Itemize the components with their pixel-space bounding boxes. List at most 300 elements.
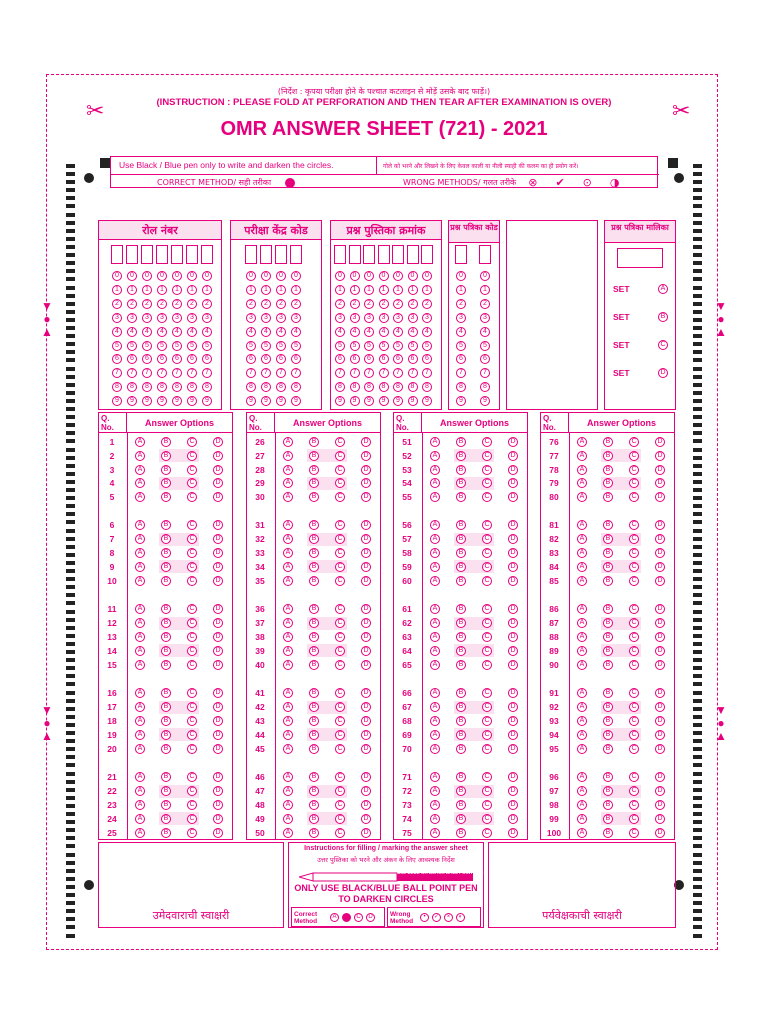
series-input[interactable] xyxy=(617,248,663,268)
q7-option-d-bubble[interactable]: D xyxy=(213,534,223,544)
digit-bubble-9[interactable]: 9 xyxy=(127,396,137,406)
q76-option-a-bubble[interactable]: A xyxy=(577,437,587,447)
q5-option-b-bubble[interactable]: B xyxy=(161,492,171,502)
q21-option-b-bubble[interactable]: B xyxy=(161,772,171,782)
q44-option-a-bubble[interactable]: A xyxy=(283,730,293,740)
q39-option-d-bubble[interactable]: D xyxy=(361,646,371,656)
q90-option-c-bubble[interactable]: C xyxy=(629,660,639,670)
q40-option-b-bubble[interactable]: B xyxy=(309,660,319,670)
q26-option-a-bubble[interactable]: A xyxy=(283,437,293,447)
digit-bubble-8[interactable]: 8 xyxy=(172,382,182,392)
digit-bubble-9[interactable]: 9 xyxy=(393,396,403,406)
q100-option-c-bubble[interactable]: C xyxy=(629,828,639,838)
digit-bubble-8[interactable]: 8 xyxy=(142,382,152,392)
digit-bubble-8[interactable]: 8 xyxy=(456,382,466,392)
q93-option-c-bubble[interactable]: C xyxy=(629,716,639,726)
q29-option-d-bubble[interactable]: D xyxy=(361,478,371,488)
q27-option-d-bubble[interactable]: D xyxy=(361,451,371,461)
q19-option-b-bubble[interactable]: B xyxy=(161,730,171,740)
digit-bubble-3[interactable]: 3 xyxy=(480,313,490,323)
q8-option-c-bubble[interactable]: C xyxy=(187,548,197,558)
digit-bubble-3[interactable]: 3 xyxy=(379,313,389,323)
q78-option-c-bubble[interactable]: C xyxy=(629,465,639,475)
q38-option-b-bubble[interactable]: B xyxy=(309,632,319,642)
q61-option-a-bubble[interactable]: A xyxy=(430,604,440,614)
q12-option-b-bubble[interactable]: B xyxy=(161,618,171,628)
q87-option-c-bubble[interactable]: C xyxy=(629,618,639,628)
q9-option-b-bubble[interactable]: B xyxy=(161,562,171,572)
q41-option-b-bubble[interactable]: B xyxy=(309,688,319,698)
q27-option-b-bubble[interactable]: B xyxy=(309,451,319,461)
q18-option-c-bubble[interactable]: C xyxy=(187,716,197,726)
digit-bubble-3[interactable]: 3 xyxy=(172,313,182,323)
q28-option-d-bubble[interactable]: D xyxy=(361,465,371,475)
digit-input-box[interactable] xyxy=(479,245,491,264)
digit-bubble-8[interactable]: 8 xyxy=(261,382,271,392)
q81-option-d-bubble[interactable]: D xyxy=(655,520,665,530)
digit-bubble-0[interactable]: 0 xyxy=(246,271,256,281)
digit-bubble-3[interactable]: 3 xyxy=(112,313,122,323)
q89-option-a-bubble[interactable]: A xyxy=(577,646,587,656)
q71-option-b-bubble[interactable]: B xyxy=(456,772,466,782)
q19-option-a-bubble[interactable]: A xyxy=(135,730,145,740)
digit-input-box[interactable] xyxy=(334,245,346,264)
q22-option-d-bubble[interactable]: D xyxy=(213,786,223,796)
q15-option-a-bubble[interactable]: A xyxy=(135,660,145,670)
q52-option-d-bubble[interactable]: D xyxy=(508,451,518,461)
digit-bubble-1[interactable]: 1 xyxy=(364,285,374,295)
digit-bubble-7[interactable]: 7 xyxy=(408,368,418,378)
q37-option-a-bubble[interactable]: A xyxy=(283,618,293,628)
digit-bubble-4[interactable]: 4 xyxy=(127,327,137,337)
q28-option-c-bubble[interactable]: C xyxy=(335,465,345,475)
q20-option-a-bubble[interactable]: A xyxy=(135,744,145,754)
q15-option-c-bubble[interactable]: C xyxy=(187,660,197,670)
q4-option-a-bubble[interactable]: A xyxy=(135,478,145,488)
q98-option-c-bubble[interactable]: C xyxy=(629,800,639,810)
set-option-a-bubble[interactable]: A xyxy=(658,284,668,294)
digit-bubble-5[interactable]: 5 xyxy=(393,341,403,351)
q45-option-c-bubble[interactable]: C xyxy=(335,744,345,754)
q27-option-c-bubble[interactable]: C xyxy=(335,451,345,461)
q20-option-b-bubble[interactable]: B xyxy=(161,744,171,754)
digit-bubble-8[interactable]: 8 xyxy=(291,382,301,392)
digit-bubble-1[interactable]: 1 xyxy=(456,285,466,295)
digit-bubble-9[interactable]: 9 xyxy=(350,396,360,406)
q2-option-a-bubble[interactable]: A xyxy=(135,451,145,461)
q73-option-c-bubble[interactable]: C xyxy=(482,800,492,810)
q39-option-b-bubble[interactable]: B xyxy=(309,646,319,656)
q5-option-c-bubble[interactable]: C xyxy=(187,492,197,502)
q62-option-c-bubble[interactable]: C xyxy=(482,618,492,628)
digit-bubble-4[interactable]: 4 xyxy=(408,327,418,337)
digit-bubble-4[interactable]: 4 xyxy=(142,327,152,337)
q67-option-d-bubble[interactable]: D xyxy=(508,702,518,712)
digit-bubble-2[interactable]: 2 xyxy=(379,299,389,309)
digit-bubble-7[interactable]: 7 xyxy=(261,368,271,378)
q5-option-d-bubble[interactable]: D xyxy=(213,492,223,502)
digit-bubble-5[interactable]: 5 xyxy=(187,341,197,351)
digit-bubble-1[interactable]: 1 xyxy=(142,285,152,295)
q51-option-d-bubble[interactable]: D xyxy=(508,437,518,447)
q74-option-c-bubble[interactable]: C xyxy=(482,814,492,824)
q79-option-a-bubble[interactable]: A xyxy=(577,478,587,488)
q70-option-a-bubble[interactable]: A xyxy=(430,744,440,754)
q21-option-c-bubble[interactable]: C xyxy=(187,772,197,782)
q87-option-d-bubble[interactable]: D xyxy=(655,618,665,628)
q72-option-c-bubble[interactable]: C xyxy=(482,786,492,796)
q40-option-a-bubble[interactable]: A xyxy=(283,660,293,670)
digit-bubble-4[interactable]: 4 xyxy=(350,327,360,337)
digit-bubble-2[interactable]: 2 xyxy=(172,299,182,309)
q1-option-c-bubble[interactable]: C xyxy=(187,437,197,447)
q21-option-d-bubble[interactable]: D xyxy=(213,772,223,782)
q23-option-d-bubble[interactable]: D xyxy=(213,800,223,810)
digit-bubble-6[interactable]: 6 xyxy=(261,354,271,364)
q20-option-d-bubble[interactable]: D xyxy=(213,744,223,754)
q50-option-d-bubble[interactable]: D xyxy=(361,828,371,838)
digit-bubble-7[interactable]: 7 xyxy=(350,368,360,378)
q58-option-b-bubble[interactable]: B xyxy=(456,548,466,558)
q70-option-b-bubble[interactable]: B xyxy=(456,744,466,754)
q14-option-b-bubble[interactable]: B xyxy=(161,646,171,656)
q52-option-b-bubble[interactable]: B xyxy=(456,451,466,461)
digit-bubble-1[interactable]: 1 xyxy=(393,285,403,295)
digit-bubble-9[interactable]: 9 xyxy=(335,396,345,406)
digit-bubble-7[interactable]: 7 xyxy=(422,368,432,378)
q4-option-d-bubble[interactable]: D xyxy=(213,478,223,488)
digit-bubble-4[interactable]: 4 xyxy=(379,327,389,337)
digit-bubble-5[interactable]: 5 xyxy=(480,341,490,351)
q56-option-a-bubble[interactable]: A xyxy=(430,520,440,530)
q13-option-a-bubble[interactable]: A xyxy=(135,632,145,642)
q78-option-a-bubble[interactable]: A xyxy=(577,465,587,475)
q34-option-a-bubble[interactable]: A xyxy=(283,562,293,572)
q26-option-d-bubble[interactable]: D xyxy=(361,437,371,447)
q84-option-a-bubble[interactable]: A xyxy=(577,562,587,572)
q70-option-c-bubble[interactable]: C xyxy=(482,744,492,754)
digit-bubble-2[interactable]: 2 xyxy=(456,299,466,309)
q58-option-c-bubble[interactable]: C xyxy=(482,548,492,558)
q88-option-d-bubble[interactable]: D xyxy=(655,632,665,642)
q13-option-b-bubble[interactable]: B xyxy=(161,632,171,642)
digit-bubble-7[interactable]: 7 xyxy=(276,368,286,378)
q17-option-d-bubble[interactable]: D xyxy=(213,702,223,712)
q32-option-a-bubble[interactable]: A xyxy=(283,534,293,544)
digit-bubble-6[interactable]: 6 xyxy=(246,354,256,364)
q24-option-b-bubble[interactable]: B xyxy=(161,814,171,824)
digit-bubble-5[interactable]: 5 xyxy=(422,341,432,351)
q85-option-a-bubble[interactable]: A xyxy=(577,576,587,586)
q45-option-d-bubble[interactable]: D xyxy=(361,744,371,754)
q29-option-b-bubble[interactable]: B xyxy=(309,478,319,488)
q33-option-b-bubble[interactable]: B xyxy=(309,548,319,558)
digit-bubble-6[interactable]: 6 xyxy=(456,354,466,364)
q22-option-a-bubble[interactable]: A xyxy=(135,786,145,796)
digit-bubble-6[interactable]: 6 xyxy=(335,354,345,364)
q42-option-a-bubble[interactable]: A xyxy=(283,702,293,712)
q31-option-a-bubble[interactable]: A xyxy=(283,520,293,530)
digit-bubble-9[interactable]: 9 xyxy=(291,396,301,406)
digit-bubble-6[interactable]: 6 xyxy=(291,354,301,364)
digit-bubble-5[interactable]: 5 xyxy=(364,341,374,351)
q28-option-b-bubble[interactable]: B xyxy=(309,465,319,475)
q12-option-c-bubble[interactable]: C xyxy=(187,618,197,628)
q85-option-c-bubble[interactable]: C xyxy=(629,576,639,586)
q52-option-c-bubble[interactable]: C xyxy=(482,451,492,461)
q77-option-d-bubble[interactable]: D xyxy=(655,451,665,461)
q99-option-b-bubble[interactable]: B xyxy=(603,814,613,824)
digit-bubble-1[interactable]: 1 xyxy=(172,285,182,295)
digit-bubble-1[interactable]: 1 xyxy=(112,285,122,295)
q27-option-a-bubble[interactable]: A xyxy=(283,451,293,461)
q43-option-c-bubble[interactable]: C xyxy=(335,716,345,726)
digit-bubble-7[interactable]: 7 xyxy=(157,368,167,378)
digit-bubble-2[interactable]: 2 xyxy=(335,299,345,309)
q54-option-c-bubble[interactable]: C xyxy=(482,478,492,488)
q86-option-b-bubble[interactable]: B xyxy=(603,604,613,614)
q51-option-c-bubble[interactable]: C xyxy=(482,437,492,447)
q23-option-c-bubble[interactable]: C xyxy=(187,800,197,810)
q75-option-a-bubble[interactable]: A xyxy=(430,828,440,838)
q94-option-d-bubble[interactable]: D xyxy=(655,730,665,740)
q59-option-a-bubble[interactable]: A xyxy=(430,562,440,572)
digit-bubble-6[interactable]: 6 xyxy=(408,354,418,364)
q28-option-a-bubble[interactable]: A xyxy=(283,465,293,475)
q12-option-d-bubble[interactable]: D xyxy=(213,618,223,628)
q74-option-a-bubble[interactable]: A xyxy=(430,814,440,824)
q60-option-b-bubble[interactable]: B xyxy=(456,576,466,586)
q49-option-d-bubble[interactable]: D xyxy=(361,814,371,824)
digit-bubble-0[interactable]: 0 xyxy=(112,271,122,281)
q58-option-a-bubble[interactable]: A xyxy=(430,548,440,558)
q57-option-b-bubble[interactable]: B xyxy=(456,534,466,544)
q13-option-c-bubble[interactable]: C xyxy=(187,632,197,642)
digit-bubble-9[interactable]: 9 xyxy=(246,396,256,406)
q16-option-c-bubble[interactable]: C xyxy=(187,688,197,698)
digit-bubble-7[interactable]: 7 xyxy=(142,368,152,378)
digit-bubble-3[interactable]: 3 xyxy=(350,313,360,323)
digit-bubble-2[interactable]: 2 xyxy=(157,299,167,309)
q7-option-c-bubble[interactable]: C xyxy=(187,534,197,544)
q44-option-d-bubble[interactable]: D xyxy=(361,730,371,740)
q24-option-c-bubble[interactable]: C xyxy=(187,814,197,824)
q91-option-c-bubble[interactable]: C xyxy=(629,688,639,698)
q33-option-d-bubble[interactable]: D xyxy=(361,548,371,558)
q25-option-a-bubble[interactable]: A xyxy=(135,828,145,838)
q68-option-c-bubble[interactable]: C xyxy=(482,716,492,726)
q75-option-c-bubble[interactable]: C xyxy=(482,828,492,838)
q46-option-b-bubble[interactable]: B xyxy=(309,772,319,782)
digit-bubble-7[interactable]: 7 xyxy=(393,368,403,378)
q43-option-a-bubble[interactable]: A xyxy=(283,716,293,726)
digit-bubble-0[interactable]: 0 xyxy=(172,271,182,281)
digit-bubble-9[interactable]: 9 xyxy=(142,396,152,406)
digit-bubble-0[interactable]: 0 xyxy=(422,271,432,281)
q57-option-d-bubble[interactable]: D xyxy=(508,534,518,544)
q40-option-d-bubble[interactable]: D xyxy=(361,660,371,670)
q34-option-c-bubble[interactable]: C xyxy=(335,562,345,572)
q15-option-d-bubble[interactable]: D xyxy=(213,660,223,670)
q8-option-d-bubble[interactable]: D xyxy=(213,548,223,558)
q46-option-c-bubble[interactable]: C xyxy=(335,772,345,782)
digit-bubble-3[interactable]: 3 xyxy=(187,313,197,323)
digit-bubble-8[interactable]: 8 xyxy=(127,382,137,392)
digit-bubble-1[interactable]: 1 xyxy=(335,285,345,295)
digit-bubble-9[interactable]: 9 xyxy=(408,396,418,406)
digit-bubble-2[interactable]: 2 xyxy=(246,299,256,309)
q39-option-a-bubble[interactable]: A xyxy=(283,646,293,656)
q10-option-a-bubble[interactable]: A xyxy=(135,576,145,586)
q80-option-c-bubble[interactable]: C xyxy=(629,492,639,502)
digit-input-box[interactable] xyxy=(156,245,168,264)
digit-bubble-6[interactable]: 6 xyxy=(112,354,122,364)
digit-bubble-4[interactable]: 4 xyxy=(157,327,167,337)
q98-option-d-bubble[interactable]: D xyxy=(655,800,665,810)
q82-option-a-bubble[interactable]: A xyxy=(577,534,587,544)
digit-input-box[interactable] xyxy=(126,245,138,264)
q25-option-d-bubble[interactable]: D xyxy=(213,828,223,838)
digit-bubble-1[interactable]: 1 xyxy=(202,285,212,295)
digit-bubble-9[interactable]: 9 xyxy=(187,396,197,406)
digit-bubble-5[interactable]: 5 xyxy=(261,341,271,351)
q6-option-c-bubble[interactable]: C xyxy=(187,520,197,530)
q91-option-d-bubble[interactable]: D xyxy=(655,688,665,698)
digit-bubble-5[interactable]: 5 xyxy=(456,341,466,351)
digit-bubble-3[interactable]: 3 xyxy=(364,313,374,323)
digit-bubble-4[interactable]: 4 xyxy=(261,327,271,337)
q73-option-b-bubble[interactable]: B xyxy=(456,800,466,810)
q4-option-c-bubble[interactable]: C xyxy=(187,478,197,488)
digit-bubble-8[interactable]: 8 xyxy=(157,382,167,392)
q2-option-d-bubble[interactable]: D xyxy=(213,451,223,461)
digit-bubble-1[interactable]: 1 xyxy=(187,285,197,295)
digit-bubble-4[interactable]: 4 xyxy=(393,327,403,337)
q77-option-a-bubble[interactable]: A xyxy=(577,451,587,461)
digit-bubble-7[interactable]: 7 xyxy=(364,368,374,378)
q32-option-b-bubble[interactable]: B xyxy=(309,534,319,544)
q53-option-b-bubble[interactable]: B xyxy=(456,465,466,475)
q42-option-d-bubble[interactable]: D xyxy=(361,702,371,712)
q86-option-a-bubble[interactable]: A xyxy=(577,604,587,614)
digit-bubble-5[interactable]: 5 xyxy=(202,341,212,351)
q81-option-c-bubble[interactable]: C xyxy=(629,520,639,530)
q88-option-b-bubble[interactable]: B xyxy=(603,632,613,642)
digit-bubble-3[interactable]: 3 xyxy=(291,313,301,323)
q9-option-d-bubble[interactable]: D xyxy=(213,562,223,572)
digit-input-box[interactable] xyxy=(141,245,153,264)
digit-bubble-0[interactable]: 0 xyxy=(408,271,418,281)
set-option-b-bubble[interactable]: B xyxy=(658,312,668,322)
digit-bubble-3[interactable]: 3 xyxy=(335,313,345,323)
q57-option-c-bubble[interactable]: C xyxy=(482,534,492,544)
q58-option-d-bubble[interactable]: D xyxy=(508,548,518,558)
digit-bubble-1[interactable]: 1 xyxy=(408,285,418,295)
q71-option-d-bubble[interactable]: D xyxy=(508,772,518,782)
q40-option-c-bubble[interactable]: C xyxy=(335,660,345,670)
q17-option-c-bubble[interactable]: C xyxy=(187,702,197,712)
q47-option-b-bubble[interactable]: B xyxy=(309,786,319,796)
digit-bubble-7[interactable]: 7 xyxy=(291,368,301,378)
q54-option-b-bubble[interactable]: B xyxy=(456,478,466,488)
digit-bubble-6[interactable]: 6 xyxy=(480,354,490,364)
digit-bubble-2[interactable]: 2 xyxy=(291,299,301,309)
q97-option-d-bubble[interactable]: D xyxy=(655,786,665,796)
digit-bubble-8[interactable]: 8 xyxy=(393,382,403,392)
digit-bubble-2[interactable]: 2 xyxy=(393,299,403,309)
q62-option-d-bubble[interactable]: D xyxy=(508,618,518,628)
q60-option-c-bubble[interactable]: C xyxy=(482,576,492,586)
q36-option-a-bubble[interactable]: A xyxy=(283,604,293,614)
q45-option-a-bubble[interactable]: A xyxy=(283,744,293,754)
q97-option-b-bubble[interactable]: B xyxy=(603,786,613,796)
q72-option-a-bubble[interactable]: A xyxy=(430,786,440,796)
digit-bubble-1[interactable]: 1 xyxy=(261,285,271,295)
digit-bubble-2[interactable]: 2 xyxy=(422,299,432,309)
q79-option-b-bubble[interactable]: B xyxy=(603,478,613,488)
digit-bubble-7[interactable]: 7 xyxy=(335,368,345,378)
q1-option-b-bubble[interactable]: B xyxy=(161,437,171,447)
q63-option-c-bubble[interactable]: C xyxy=(482,632,492,642)
q53-option-c-bubble[interactable]: C xyxy=(482,465,492,475)
digit-bubble-9[interactable]: 9 xyxy=(157,396,167,406)
q72-option-d-bubble[interactable]: D xyxy=(508,786,518,796)
digit-bubble-9[interactable]: 9 xyxy=(480,396,490,406)
q32-option-d-bubble[interactable]: D xyxy=(361,534,371,544)
q35-option-c-bubble[interactable]: C xyxy=(335,576,345,586)
digit-bubble-2[interactable]: 2 xyxy=(187,299,197,309)
q3-option-b-bubble[interactable]: B xyxy=(161,465,171,475)
q98-option-a-bubble[interactable]: A xyxy=(577,800,587,810)
q61-option-d-bubble[interactable]: D xyxy=(508,604,518,614)
digit-bubble-7[interactable]: 7 xyxy=(127,368,137,378)
digit-bubble-8[interactable]: 8 xyxy=(422,382,432,392)
digit-bubble-0[interactable]: 0 xyxy=(291,271,301,281)
digit-bubble-9[interactable]: 9 xyxy=(261,396,271,406)
q99-option-d-bubble[interactable]: D xyxy=(655,814,665,824)
digit-bubble-2[interactable]: 2 xyxy=(112,299,122,309)
q93-option-d-bubble[interactable]: D xyxy=(655,716,665,726)
q64-option-d-bubble[interactable]: D xyxy=(508,646,518,656)
q29-option-c-bubble[interactable]: C xyxy=(335,478,345,488)
q5-option-a-bubble[interactable]: A xyxy=(135,492,145,502)
q45-option-b-bubble[interactable]: B xyxy=(309,744,319,754)
q33-option-c-bubble[interactable]: C xyxy=(335,548,345,558)
digit-bubble-0[interactable]: 0 xyxy=(364,271,374,281)
q59-option-b-bubble[interactable]: B xyxy=(456,562,466,572)
digit-bubble-3[interactable]: 3 xyxy=(408,313,418,323)
q79-option-c-bubble[interactable]: C xyxy=(629,478,639,488)
digit-bubble-8[interactable]: 8 xyxy=(112,382,122,392)
digit-bubble-7[interactable]: 7 xyxy=(172,368,182,378)
q19-option-d-bubble[interactable]: D xyxy=(213,730,223,740)
digit-input-box[interactable] xyxy=(421,245,433,264)
q47-option-a-bubble[interactable]: A xyxy=(283,786,293,796)
q12-option-a-bubble[interactable]: A xyxy=(135,618,145,628)
q57-option-a-bubble[interactable]: A xyxy=(430,534,440,544)
q22-option-b-bubble[interactable]: B xyxy=(161,786,171,796)
q14-option-c-bubble[interactable]: C xyxy=(187,646,197,656)
q65-option-d-bubble[interactable]: D xyxy=(508,660,518,670)
q23-option-a-bubble[interactable]: A xyxy=(135,800,145,810)
q38-option-c-bubble[interactable]: C xyxy=(335,632,345,642)
digit-input-box[interactable] xyxy=(201,245,213,264)
digit-bubble-1[interactable]: 1 xyxy=(246,285,256,295)
q95-option-a-bubble[interactable]: A xyxy=(577,744,587,754)
digit-bubble-8[interactable]: 8 xyxy=(480,382,490,392)
q99-option-a-bubble[interactable]: A xyxy=(577,814,587,824)
q50-option-b-bubble[interactable]: B xyxy=(309,828,319,838)
